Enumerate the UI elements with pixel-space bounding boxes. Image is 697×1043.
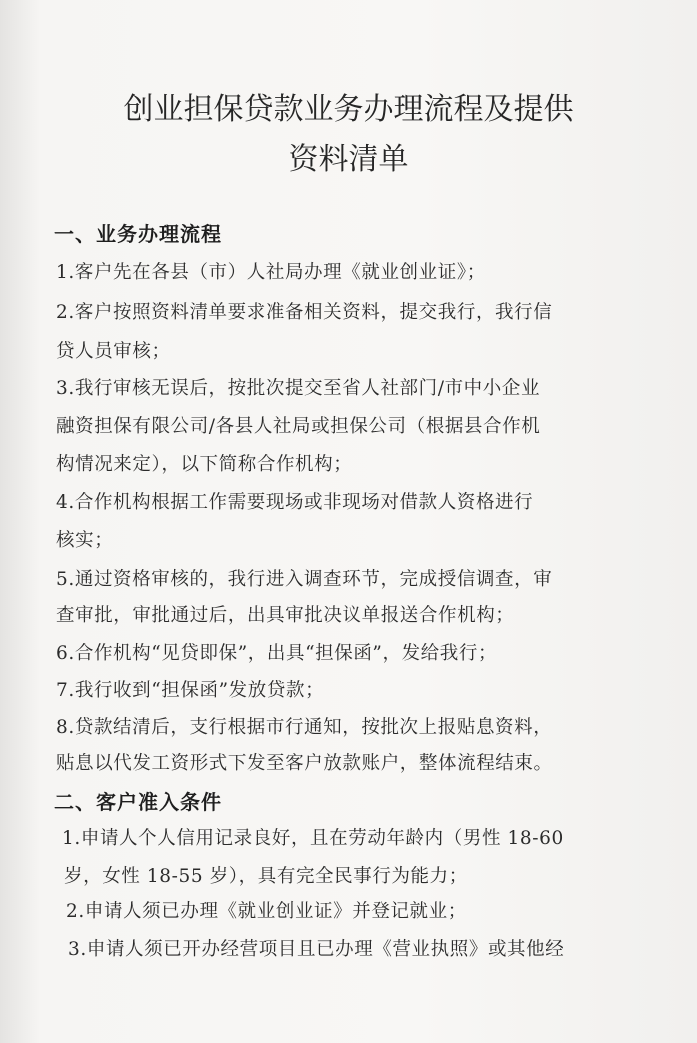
process-step-line: 贴息以代发工资形式下发至客户放款账户，整体流程结束。	[56, 753, 553, 774]
process-step-line: 核实；	[56, 530, 114, 551]
process-step-line: 3.我行审核无误后，按批次提交至省人社部门/市中小企业	[56, 378, 541, 399]
process-step-line: 6.合作机构“见贷即保”，出具“担保函”，发给我行；	[56, 643, 498, 664]
document-title-line-2: 资料清单	[288, 142, 409, 177]
section-heading-process: 一、业务办理流程	[54, 222, 222, 246]
eligibility-line: 1.申请人个人信用记录良好，且在劳动年龄内（男性 18-60	[62, 828, 564, 849]
process-step-line: 融资担保有限公司/各县人社局或担保公司（根据县合作机	[56, 416, 541, 437]
process-step-line: 5.通过资格审核的，我行进入调查环节，完成授信调查，审	[56, 569, 553, 590]
process-step-line: 1.客户先在各县（市）人社局办理《就业创业证》；	[56, 262, 486, 283]
eligibility-line: 2.申请人须已办理《就业创业证》并登记就业；	[66, 901, 467, 922]
process-step-line: 4.合作机构根据工作需要现场或非现场对借款人资格进行	[56, 492, 534, 513]
process-step-line: 贷人员审核；	[56, 341, 171, 362]
document-title-line-1: 创业担保贷款业务办理流程及提供	[123, 92, 574, 127]
eligibility-line: 3.申请人须已开办经营项目且已办理《营业执照》或其他经	[68, 939, 565, 960]
process-step-line: 构情况来定），以下简称合作机构；	[56, 454, 353, 475]
process-step-line: 7.我行收到“担保函”发放贷款；	[56, 680, 325, 701]
process-step-line: 8.贷款结清后，支行根据市行通知，按批次上报贴息资料，	[56, 717, 553, 738]
eligibility-line: 岁，女性 18-55 岁），具有完全民事行为能力；	[64, 866, 468, 887]
section-heading-eligibility: 二、客户准入条件	[54, 790, 222, 814]
process-step-line: 2.客户按照资料清单要求准备相关资料，提交我行，我行信	[56, 302, 553, 323]
process-step-line: 查审批，审批通过后，出具审批决议单报送合作机构；	[56, 605, 515, 626]
